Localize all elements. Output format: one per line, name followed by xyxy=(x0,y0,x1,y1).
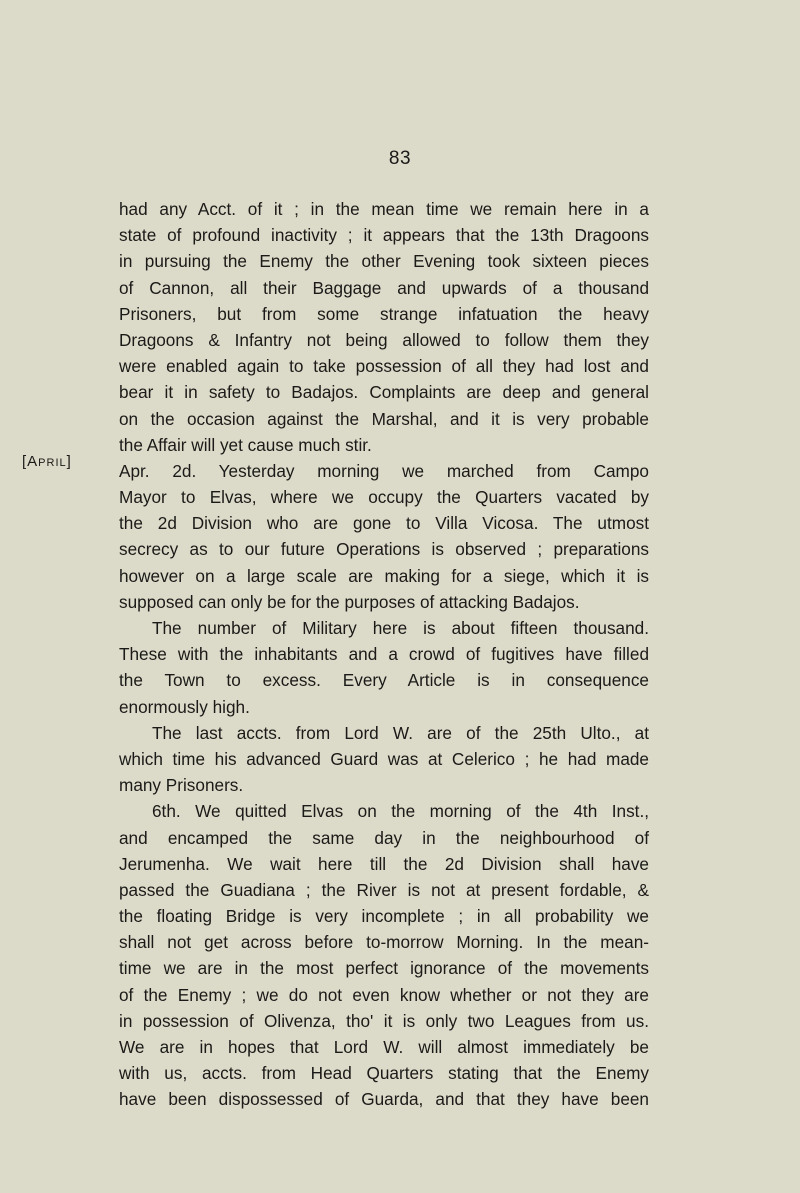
text-line: have been dispossessed of Guarda, and that they have been xyxy=(119,1089,649,1110)
text-line: the Affair will yet cause much stir. xyxy=(119,434,372,455)
text-line: bear it in safety to Badajos. Complaints are deep and general xyxy=(119,382,649,403)
text-line: The number of Military here is about fifteen thousand. xyxy=(152,618,649,638)
text-line: state of profound inactivity ; it appears that the 13th Dragoons xyxy=(119,225,649,246)
text-line: shall not get across before to-morrow Morning. In the mean- xyxy=(119,932,649,953)
text-line: Apr. 2d. Yesterday morning we marched from Campo xyxy=(119,460,649,481)
text-line: the 2d Division who are gone to Villa Vicosa. The utmost xyxy=(119,513,649,534)
margin-note: [April] xyxy=(22,453,72,470)
text-line: however on a large scale are making for a siege, which it is xyxy=(119,565,649,586)
body-text xyxy=(119,196,649,1113)
text-line: passed the Guadiana ; the River is not at present fordable, & xyxy=(119,879,649,900)
text-line: Mayor to Elvas, where we occupy the Quarters vacated by xyxy=(119,487,649,508)
text-line: Jerumenha. We wait here till the 2d Division shall have xyxy=(119,853,649,874)
text-line: the Town to excess. Every Article is in consequence xyxy=(119,670,649,691)
text-line: enormously high. xyxy=(119,696,250,717)
text-line: 6th. We quitted Elvas on the morning of the 4th Inst., xyxy=(152,801,649,822)
text-line: These with the inhabitants and a crowd of fugitives have filled xyxy=(119,644,649,665)
text-line: The last accts. from Lord W. are of the 25th Ulto., at xyxy=(152,722,649,743)
text-line: the floating Bridge is very incomplete ; in all probability we xyxy=(119,906,649,927)
text-line: of Cannon, all their Baggage and upwards of a thousand xyxy=(119,277,649,298)
text-line: many Prisoners. xyxy=(119,775,244,796)
text-line: secrecy as to our future Operations is observed ; preparations xyxy=(119,539,649,560)
text-line: which time his advanced Guard was at Celerico ; he had made xyxy=(119,748,649,769)
text-line: were enabled again to take possession of all they had lost and xyxy=(119,356,649,377)
text-line: Prisoners, but from some strange infatuation the heavy xyxy=(119,303,649,324)
text-line: had any Acct. of it ; in the mean time we remain here in a xyxy=(119,199,649,219)
text-line: of the Enemy ; we do not even know whether or not they are xyxy=(119,984,649,1005)
text-line: in possession of Olivenza, tho' it is only two Leagues from us. xyxy=(119,1010,649,1031)
text-line: on the occasion against the Marshal, and it is very probable xyxy=(119,408,649,429)
text-line: Dragoons & Infantry not being allowed to follow them they xyxy=(119,329,649,350)
text-line: supposed can only be for the purposes of attacking Badajos. xyxy=(119,591,580,612)
page-number: 83 xyxy=(388,148,412,169)
text-line: We are in hopes that Lord W. will almost immediately be xyxy=(119,1037,649,1057)
text-line: with us, accts. from Head Quarters stating that the Enemy xyxy=(119,1063,649,1084)
text-line: time we are in the most perfect ignorance of the movements xyxy=(119,958,649,979)
text-line: in pursuing the Enemy the other Evening took sixteen pieces xyxy=(119,251,649,272)
text-line: and encamped the same day in the neighbourhood of xyxy=(119,827,649,848)
